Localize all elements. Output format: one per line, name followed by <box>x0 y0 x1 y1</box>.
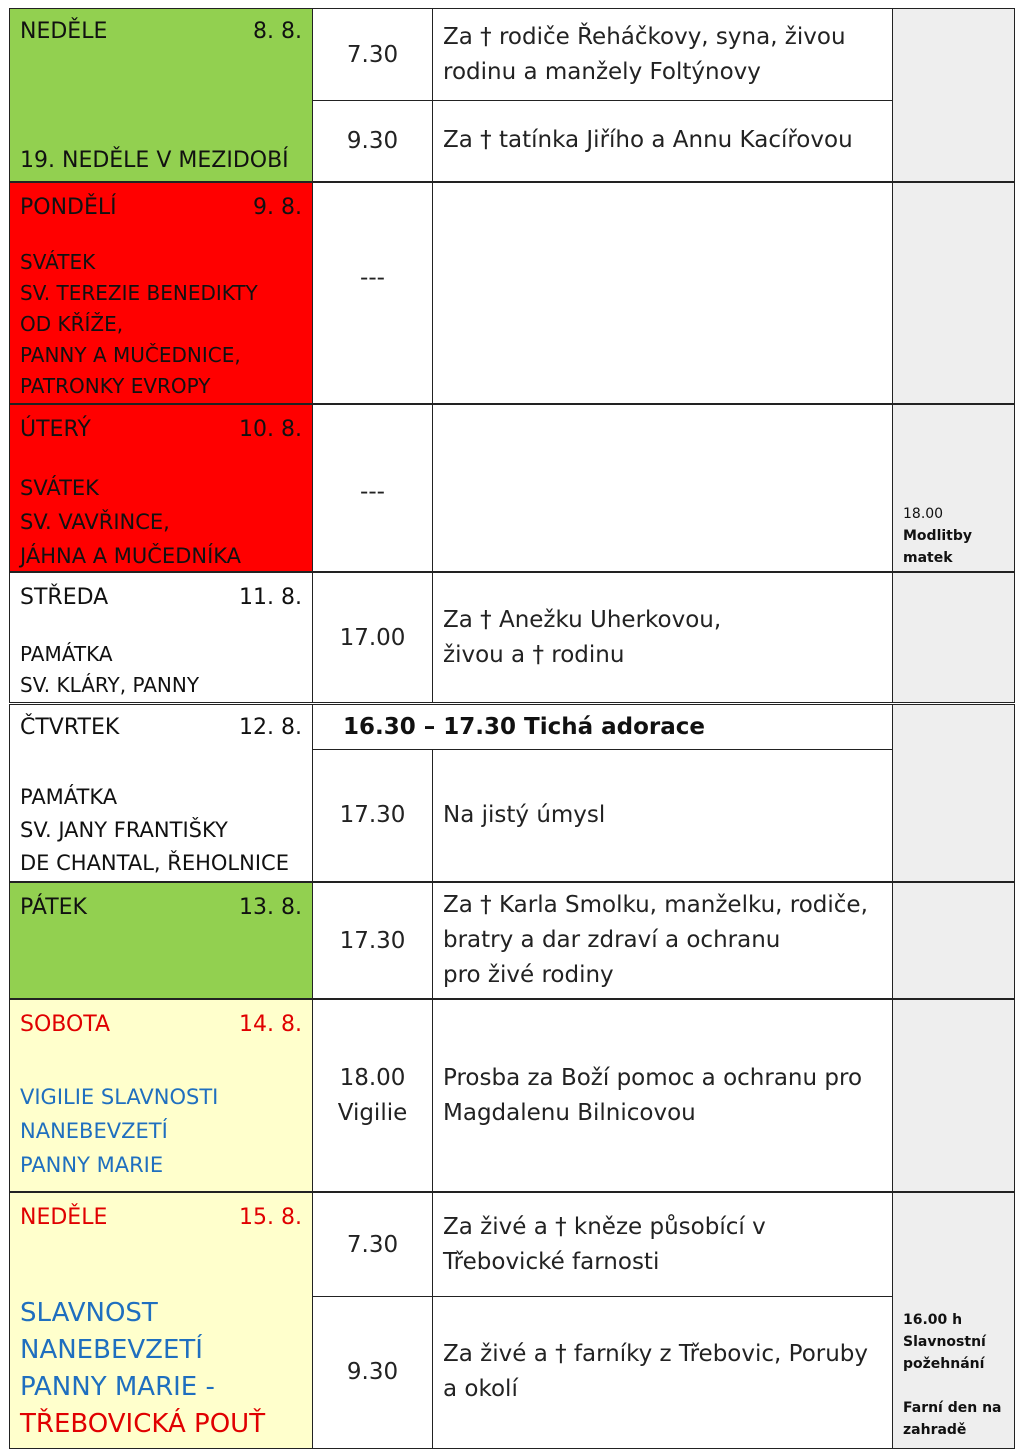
day-subtitle: PAMÁTKA SV. JANY FRANTIŠKY DE CHANTAL, ŘEHOLNICE <box>20 785 289 875</box>
day-cell <box>10 883 313 998</box>
mass-time: 9.30 <box>313 100 433 181</box>
day-cell <box>10 1000 313 1191</box>
day-name: NEDĚLE <box>20 1205 108 1230</box>
day-block-thursday-12 <box>9 704 1015 882</box>
note-cell <box>893 1193 1014 1448</box>
day-cell <box>10 405 313 571</box>
mass-intention <box>433 183 893 403</box>
day-block-monday-9 <box>9 182 1015 404</box>
day-block-sunday-8 <box>9 8 1015 182</box>
mass-time: 7.30 <box>313 1193 433 1296</box>
note-text: 16.00 h Slavnostní požehnání Farní den na zahradě <box>903 1312 1002 1438</box>
day-cell <box>10 1193 313 1448</box>
day-date: 13. 8. <box>239 895 302 920</box>
day-date: 9. 8. <box>253 195 302 220</box>
mass-time: --- <box>313 183 433 403</box>
day-name: STŘEDA <box>20 585 109 610</box>
day-block-wednesday-11 <box>9 572 1015 703</box>
day-date: 8. 8. <box>253 19 302 44</box>
mass-time: --- <box>313 405 433 571</box>
mass-time: 18.00 Vigilie <box>313 1000 433 1191</box>
day-subtitle: SLAVNOST NANEBEVZETÍ PANNY MARIE - TŘEBOVICKÁ POUŤ <box>20 1298 266 1439</box>
day-name: PÁTEK <box>20 895 87 920</box>
day-cell <box>10 705 313 881</box>
day-subtitle: VIGILIE SLAVNOSTI NANEBEVZETÍ PANNY MARIE <box>20 1085 219 1177</box>
day-date: 14. 8. <box>239 1012 302 1037</box>
day-cell <box>10 573 313 702</box>
note-text: 18.00 Modlitby matek <box>903 506 973 566</box>
note-cell <box>893 9 1014 181</box>
note-cell <box>893 183 1014 403</box>
day-name: NEDĚLE <box>20 19 108 44</box>
mass-intention <box>433 405 893 571</box>
day-name: ČTVRTEK <box>20 715 120 740</box>
adoration-row: 16.30 – 17.30 Tichá adorace <box>313 705 893 749</box>
day-subtitle: PAMÁTKA SV. KLÁRY, PANNY <box>20 642 200 697</box>
day-block-sunday-15 <box>9 1192 1015 1449</box>
day-date: 11. 8. <box>239 585 302 610</box>
day-block-saturday-14 <box>9 999 1015 1192</box>
day-subtitle: SVÁTEK SV. TEREZIE BENEDIKTY OD KŘÍŽE, PANNY A MUČEDNICE, PATRONKY EVROPY <box>20 250 258 398</box>
mass-intention: Za † rodiče Řeháčkovy, syna, živou rodinu a manžely Foltýnovy <box>433 9 893 100</box>
note-cell <box>893 1000 1014 1191</box>
day-subtitle: 19. NEDĚLE V MEZIDOBÍ <box>20 148 289 173</box>
day-subtitle: SVÁTEK SV. VAVŘINCE, JÁHNA A MUČEDNÍKA <box>20 476 242 568</box>
day-cell <box>10 9 313 181</box>
mass-time: 9.30 <box>313 1296 433 1448</box>
note-cell <box>893 405 1014 571</box>
mass-intention: Za živé a † farníky z Třebovic, Poruby a okolí <box>433 1296 893 1448</box>
mass-intention: Prosba za Boží pomoc a ochranu pro Magdalenu Bilnicovou <box>433 1000 893 1191</box>
mass-time: 7.30 <box>313 9 433 100</box>
note-cell <box>893 573 1014 702</box>
mass-time: 17.30 <box>313 749 433 881</box>
mass-intention: Za † Anežku Uherkovou, živou a † rodinu <box>433 573 893 702</box>
mass-time: 17.30 <box>313 883 433 998</box>
mass-time: 17.00 <box>313 573 433 702</box>
note-cell <box>893 705 1014 881</box>
day-block-friday-13 <box>9 882 1015 999</box>
day-name: ÚTERÝ <box>20 417 91 442</box>
mass-intention: Na jistý úmysl <box>433 749 893 881</box>
day-name: SOBOTA <box>20 1012 111 1037</box>
note-cell <box>893 883 1014 998</box>
day-block-tuesday-10 <box>9 404 1015 572</box>
mass-intention: Za † Karla Smolku, manželku, rodiče, bratry a dar zdraví a ochranu pro živé rodiny <box>433 883 893 998</box>
day-date: 12. 8. <box>239 715 302 740</box>
mass-intention: Za živé a † kněze působící v Třebovické farnosti <box>433 1193 893 1296</box>
day-cell <box>10 183 313 403</box>
day-date: 10. 8. <box>239 417 302 442</box>
mass-intention: Za † tatínka Jiřího a Annu Kacířovou <box>433 100 893 181</box>
day-name: PONDĚLÍ <box>20 195 117 220</box>
day-date: 15. 8. <box>239 1205 302 1230</box>
